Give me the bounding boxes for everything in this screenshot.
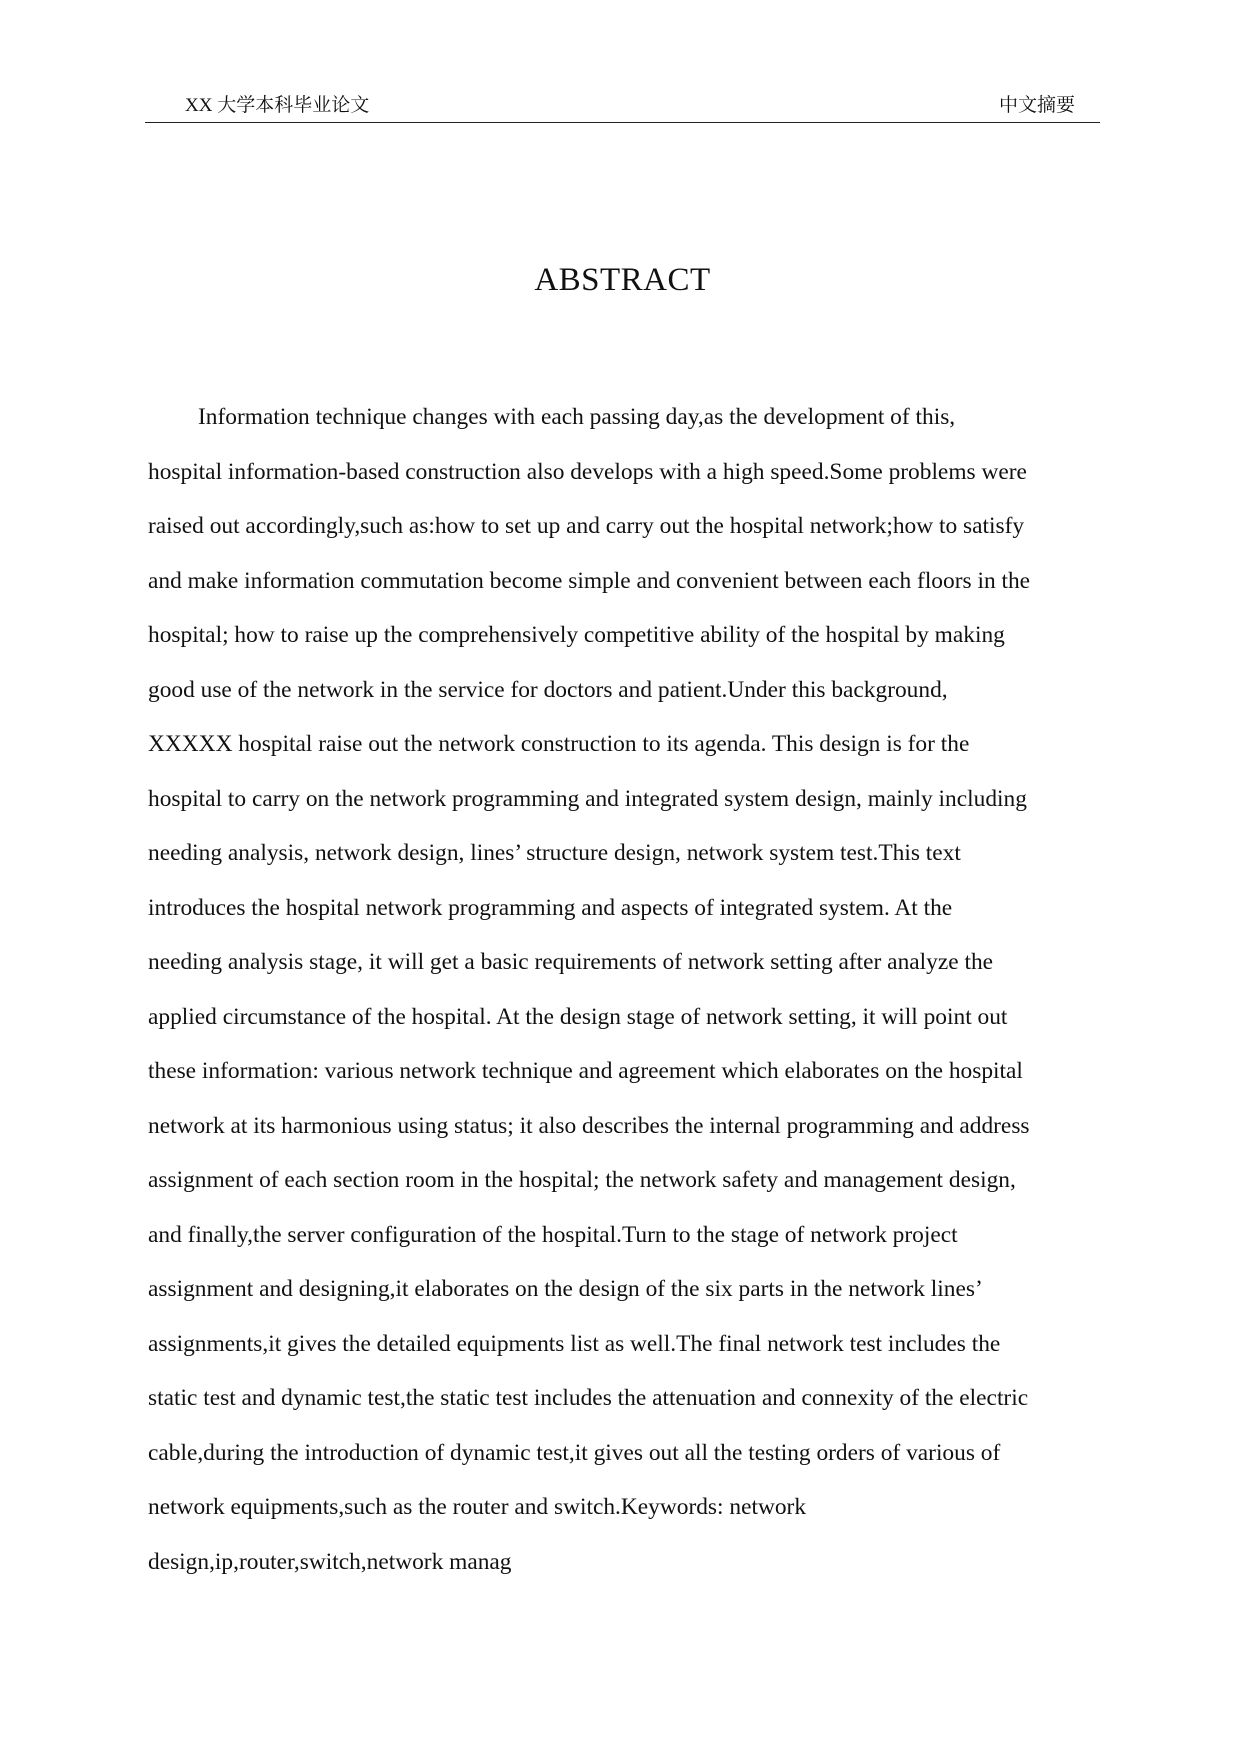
header-thesis-label: XX 大学本科毕业论文	[185, 95, 370, 116]
abstract-line: and finally,the server configuration of the hospital.Turn to the stage of network project	[148, 1221, 958, 1248]
abstract-line: design,ip,router,switch,network manag	[148, 1548, 512, 1575]
abstract-line: network equipments,such as the router and switch.Keywords: network	[148, 1494, 807, 1520]
abstract-line: applied circumstance of the hospital. At the design stage of network setting, it will point out	[148, 1003, 1008, 1030]
abstract-line: cable,during the introduction of dynamic test,it gives out all the testing orders of various of	[148, 1439, 1001, 1466]
abstract-title: ABSTRACT	[534, 262, 711, 298]
abstract-line: needing analysis, network design, lines’ structure design, network system test.This text	[148, 840, 961, 866]
abstract-line: static test and dynamic test,the static test includes the attenuation and connexity of the electric	[148, 1385, 1029, 1411]
abstract-line: network at its harmonious using status; it also describes the internal programming and address	[148, 1112, 1030, 1139]
abstract-line: and make information commutation become simple and convenient between each floors in the	[148, 567, 1031, 594]
abstract-line: hospital information-based construction also develops with a high speed.Some problems were	[148, 458, 1027, 485]
abstract-line: assignment and designing,it elaborates on the design of the six parts in the network lines’	[148, 1276, 983, 1302]
abstract-line: raised out accordingly,such as:how to set up and carry out the hospital network;how to satisfy	[148, 513, 1025, 539]
abstract-line: good use of the network in the service for doctors and patient.Under this background,	[148, 676, 948, 703]
abstract-line: assignment of each section room in the hospital; the network safety and management design,	[148, 1167, 1016, 1193]
abstract-line: Information technique changes with each passing day,as the development of this,	[198, 404, 956, 430]
abstract-line: these information: various network technique and agreement which elaborates on the hospital	[148, 1058, 1023, 1084]
header-section-label: 中文摘要	[998, 95, 1075, 116]
page-header	[145, 94, 1100, 123]
abstract-line: hospital to carry on the network programming and integrated system design, mainly including	[148, 785, 1027, 812]
abstract-line: needing analysis stage, it will get a basic requirements of network setting after analyze the	[148, 949, 994, 975]
abstract-line: XXXXX hospital raise out the network construction to its agenda. This design is for the	[148, 731, 970, 757]
abstract-line: assignments,it gives the detailed equipments list as well.The final network test includes the	[148, 1330, 1001, 1357]
abstract-body	[148, 390, 1108, 1589]
abstract-line: hospital; how to raise up the comprehensively competitive ability of the hospital by making	[148, 622, 1005, 648]
abstract-line: introduces the hospital network programming and aspects of integrated system. At the	[148, 894, 953, 921]
